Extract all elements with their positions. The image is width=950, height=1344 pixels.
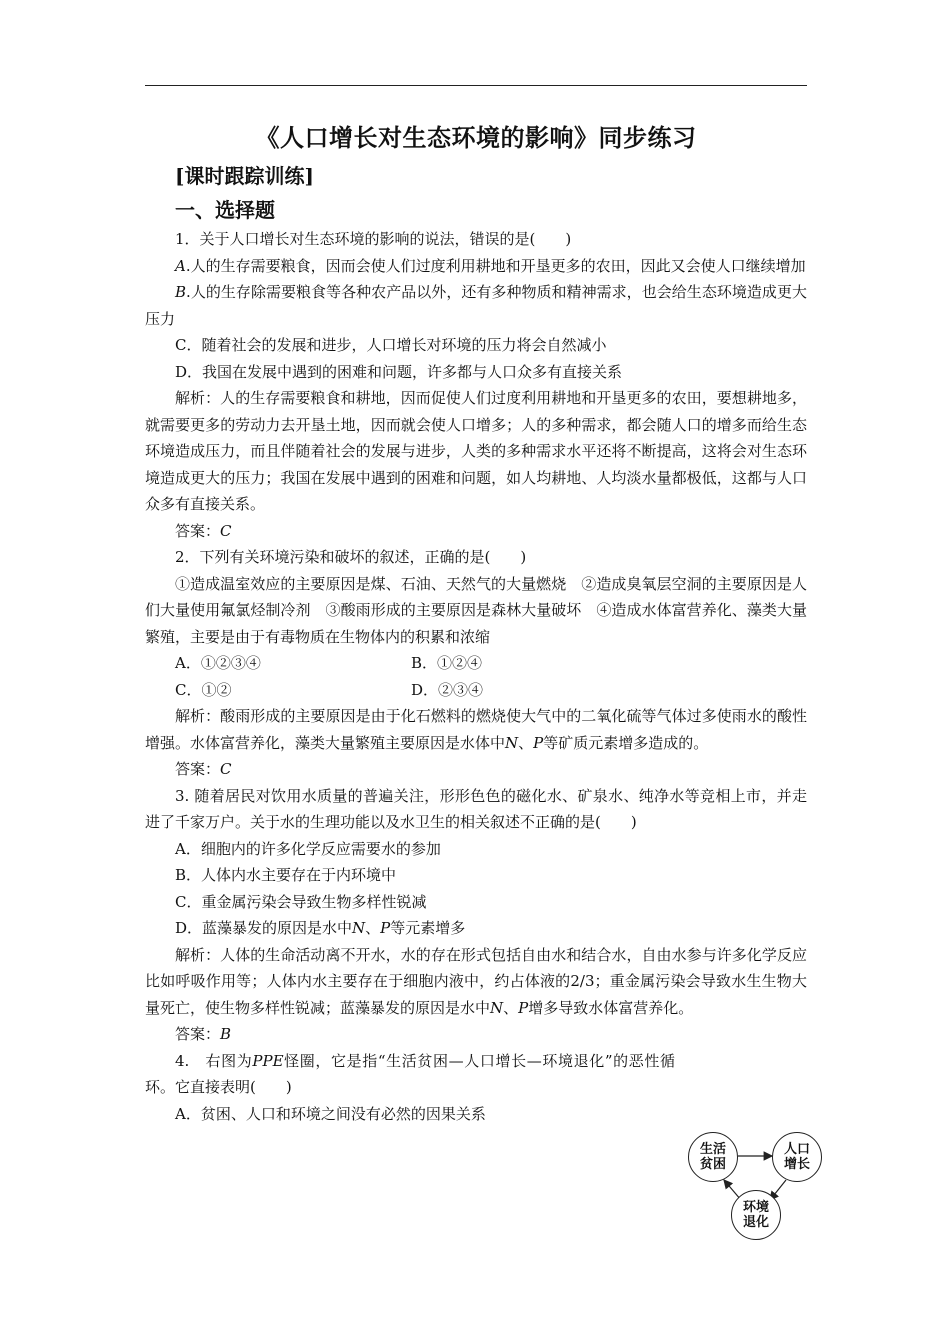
section-choice: 一、选择题 [175,198,275,222]
q1-option-b: B.人的生存除需要粮食等各种农产品以外，还有多种物质和精神需求，也会给生态环境造成更大压力 [145,283,807,328]
q2-analysis: 解析：酸雨形成的主要原因是由于化石燃料的燃烧使大气中的二氧化硫等气体过多使雨水的酸性增强。水体富营养化，藻类大量繁殖主要原因是水体中N、P等矿质元素增多造成的。 [145,707,807,752]
q2-option-c: C．①② [175,680,232,699]
q4-option-a: A．贫困、人口和环境之间没有必然的因果关系 [175,1104,486,1123]
q2-option-a: A．①②③④ [175,654,261,672]
q3-option-d: D．蓝藻暴发的原因是水中N、P等元素增多 [175,919,466,937]
ppe-cycle-diagram [686,1132,826,1242]
question-content [145,226,807,1127]
q3-option-b: B．人体内水主要存在于内环境中 [175,866,397,884]
q2-option-b: B．①②④ [411,654,483,672]
q3-analysis: 解析：人体的生命活动离不开水，水的存在形式包括自由水和结合水，自由水参与许多化学反应比如呼吸作用等；人体内水主要存在于细胞内液中，约占体液的2/3；重金属污染会导致水生生物大量死亡，使生物多样性锐减；蓝藻暴发的原因是水中N、P增多导致水体富营养化。 [145,945,807,1017]
q1-option-c: C．随着社会的发展和进步，人口增长对环境的压力将会自然减小 [175,336,607,354]
q2-answer: 答案：C [175,760,232,778]
q2-items: ①造成温室效应的主要原因是煤、石油、天然气的大量燃烧 ②造成臭氧层空洞的主要原因是人们大量使用氟氯烃制冷剂 ③酸雨形成的主要原因是森林大量破坏 ④造成水体富营养化、藻类大量繁殖，主要是由于有毒物质在生物体内的积累和浓缩 [145,574,807,646]
q2-options-row-1 [145,650,807,677]
node-living-poverty: 生活 贫困 [688,1132,738,1182]
q3-stem: 3. 随着居民对饮用水质量的普遍关注，形形色色的磁化水、矿泉水、纯净水等竞相上市，并走进了千家万户。关于水的生理功能以及水卫生的相关叙述不正确的是( ) [145,786,807,831]
header-rule [145,85,807,86]
q1-analysis: 解析：人的生存需要粮食和耕地，因而促使人们过度利用耕地和开垦更多的农田，要想耕地多，就需要更多的劳动力去开垦土地，因而就会使人口增多；人的多种需求，都会随人口的增多而给生态环境造成压力，而且伴随着社会的发展与进步，人类的多种需求水平还将不断提高，这将会对生态环境造成更大的压力；我国在发展中遇到的困难和问题，如人均耕地、人均淡水量都极低，这都与人口众多有直接关系。 [145,389,807,513]
q2-option-d: D．②③④ [411,680,484,699]
section-training: [课时跟踪训练] [175,164,314,188]
q1-option-a: A.人的生存需要粮食，因而会使人们过度利用耕地和开垦更多的农田，因此又会使人口继续增加 [175,256,806,275]
q2-stem: 2．下列有关环境污染和破坏的叙述，正确的是( ) [175,548,527,566]
q1-option-d: D．我国在发展中遇到的困难和问题，许多都与人口众多有直接关系 [175,362,623,381]
page-title: 《人口增长对生态环境的影响》同步练习 [255,123,697,152]
q2-options-row-2 [145,677,807,704]
q1-stem: 1．关于人口增长对生态环境的影响的说法，错误的是( ) [175,230,572,248]
q1-answer: 答案：C [175,521,232,540]
q3-answer: 答案：B [175,1025,232,1043]
node-environment-degradation: 环境 退化 [731,1190,781,1240]
q4-stem: 4. 右图为PPE怪圈，它是指“生活贫困—人口增长—环境退化”的恶性循环。它直接表明( ) [145,1051,676,1096]
node-population-growth: 人口 增长 [772,1132,822,1182]
q3-option-a: A．细胞内的许多化学反应需要水的参加 [175,839,441,858]
q3-option-c: C．重金属污染会导致生物多样性锐减 [175,892,427,911]
